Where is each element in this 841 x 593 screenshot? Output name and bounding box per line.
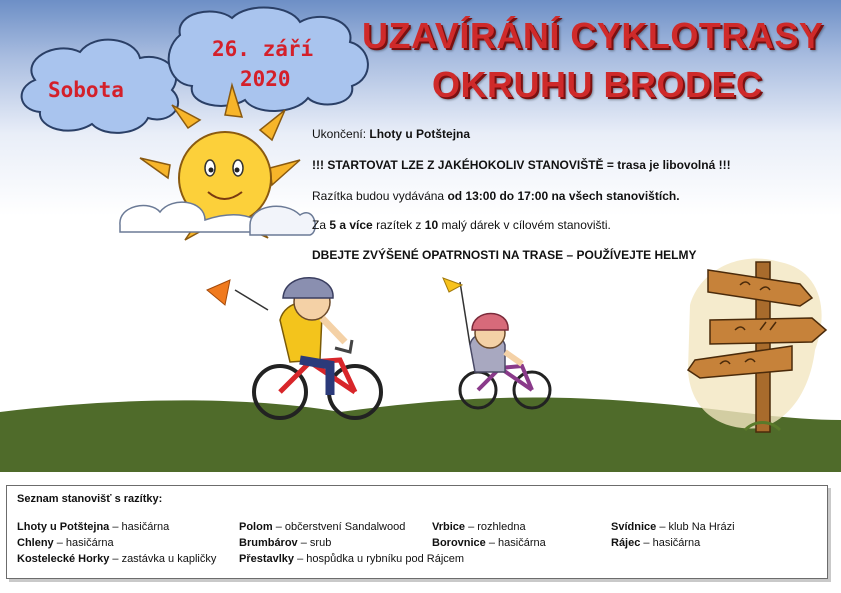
event-year: 2020	[240, 67, 291, 91]
stations-column-1	[17, 519, 216, 567]
station-place: – hasičárna	[112, 521, 170, 533]
station-name: Polom	[239, 521, 273, 533]
stations-column-3	[432, 519, 546, 551]
title-line-1: UZAVÍRÁNÍ CYKLOTRASY	[362, 15, 824, 56]
station-item	[432, 535, 546, 551]
station-place: – hasičárna	[56, 537, 114, 549]
station-item	[432, 519, 546, 535]
stations-column-4	[611, 519, 735, 551]
station-place: – hasičárna	[643, 537, 701, 549]
stamps-prefix: Razítka budou vydávána	[312, 189, 445, 203]
station-item	[17, 535, 216, 551]
safety-note: DBEJTE ZVÝŠENÉ OPATRNOSTI NA TRASE – POUŽÍVEJTE HELMY	[312, 248, 697, 262]
finish-label: Ukončení:	[312, 127, 367, 141]
station-place: – rozhledna	[468, 521, 526, 533]
station-place: – zastávka u kapličky	[112, 553, 217, 565]
station-place: – klub Na Hrázi	[659, 521, 735, 533]
stations-column-2	[239, 519, 464, 567]
station-item	[17, 551, 216, 567]
finish-line	[312, 127, 470, 141]
station-place: – hasičárna	[488, 537, 546, 549]
station-item	[239, 551, 464, 567]
station-place: – hospůdka u rybníku pod Rájcem	[297, 553, 465, 565]
title-line-2: OKRUHU BRODEC	[432, 64, 763, 105]
station-name: Rájec	[611, 537, 641, 549]
station-name: Borovnice	[432, 537, 486, 549]
event-date: 26. září	[212, 37, 314, 61]
event-day: Sobota	[48, 78, 124, 102]
station-name: Vrbice	[432, 521, 466, 533]
signpost-illustration	[688, 259, 826, 432]
reward-text-2: razítek z	[376, 218, 422, 232]
reward-total: 10	[424, 218, 439, 232]
station-item	[611, 519, 735, 535]
start-note: !!! STARTOVAT LZE Z JAKÉHOKOLIV STANOVIŠTĚ = trasa je libovolná !!!	[312, 158, 731, 172]
station-name: Brumbárov	[239, 537, 298, 549]
reward-text-1: Za	[312, 218, 327, 232]
reward-text-3: malý dárek v cílovém stanovišti.	[441, 218, 611, 232]
station-item	[239, 519, 464, 535]
station-name: Přestavlky	[239, 553, 295, 565]
reward-count: 5 a více	[329, 218, 373, 232]
station-item	[611, 535, 735, 551]
stamps-note	[312, 189, 680, 203]
reward-note	[312, 218, 611, 232]
station-name: Svídnice	[611, 521, 657, 533]
finish-value: Lhoty u Potštejna	[369, 127, 471, 141]
station-place: – občerstvení Sandalwood	[275, 521, 406, 533]
station-name: Lhoty u Potštejna	[17, 521, 110, 533]
stations-panel	[6, 485, 828, 579]
cyclist-grandpa	[207, 278, 381, 418]
stations-heading: Seznam stanovišť s razítky:	[17, 493, 163, 505]
station-item	[239, 535, 464, 551]
cyclist-grandma	[443, 278, 550, 408]
station-name: Kostelecké Horky	[17, 553, 110, 565]
station-place: – srub	[300, 537, 332, 549]
stamps-time: od 13:00 do 17:00 na všech stanovištích.	[447, 189, 680, 203]
station-name: Chleny	[17, 537, 54, 549]
station-item	[17, 519, 216, 535]
